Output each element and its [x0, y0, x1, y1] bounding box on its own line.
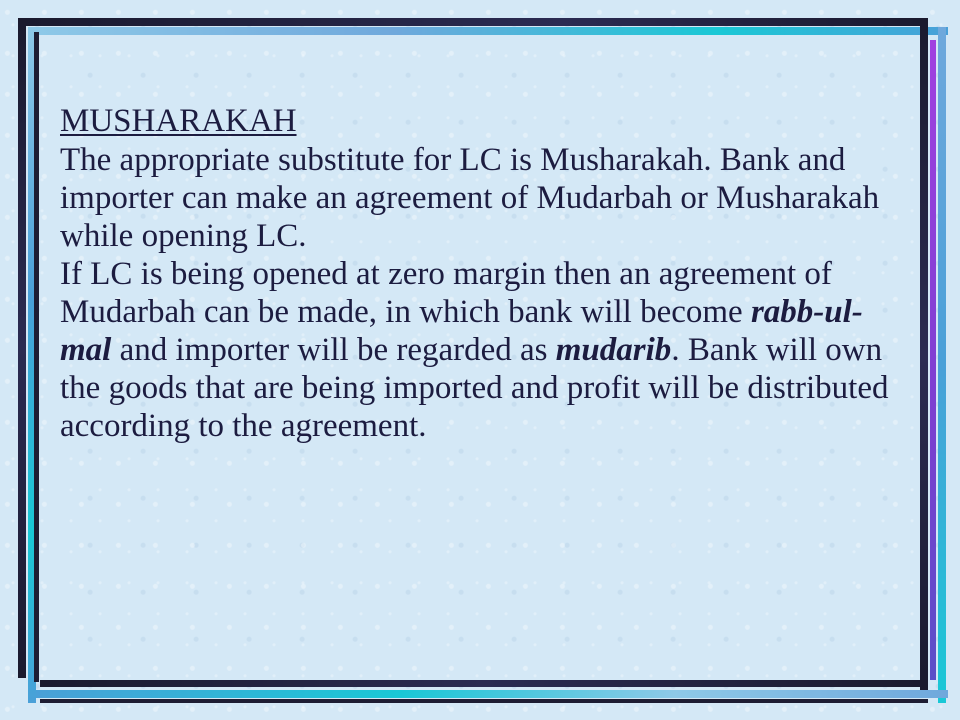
term-rabb-ul-mal: rabb-ul-mal — [60, 294, 863, 368]
paragraph-2-part-3: . Bank will own the goods that are being imported and profit will be distributed according to the agreement. — [60, 332, 889, 444]
term-mudarib: mudarib — [555, 332, 672, 368]
frame-bottom-dark-bar — [40, 680, 928, 687]
paragraph-2-part-2: and importer will be regarded as — [111, 332, 556, 368]
slide-title: MUSHARAKAH — [60, 103, 297, 139]
slide-content — [60, 102, 900, 445]
frame-top-dark-bar — [18, 18, 926, 26]
frame-right-dark-bar — [920, 18, 928, 694]
frame-right-blue-bar — [938, 27, 946, 703]
paragraph-1: The appropriate substitute for LC is Musharakah. Bank and importer can make an agreement of Mudarbah or Musharakah while opening LC. — [60, 142, 880, 254]
paragraph-2-part-1: If LC is being opened at zero margin then an agreement of Mudarbah can be made, in which bank will become — [60, 256, 832, 330]
frame-left-inner-bar — [34, 32, 39, 682]
frame-bottom-blue-bar — [36, 690, 948, 698]
paragraph-2 — [60, 255, 900, 445]
frame-bottom-inner-bar — [40, 699, 928, 703]
frame-top-blue-bar — [28, 27, 948, 35]
frame-right-purple-bar — [930, 40, 936, 680]
frame-left-dark-bar — [18, 18, 26, 678]
